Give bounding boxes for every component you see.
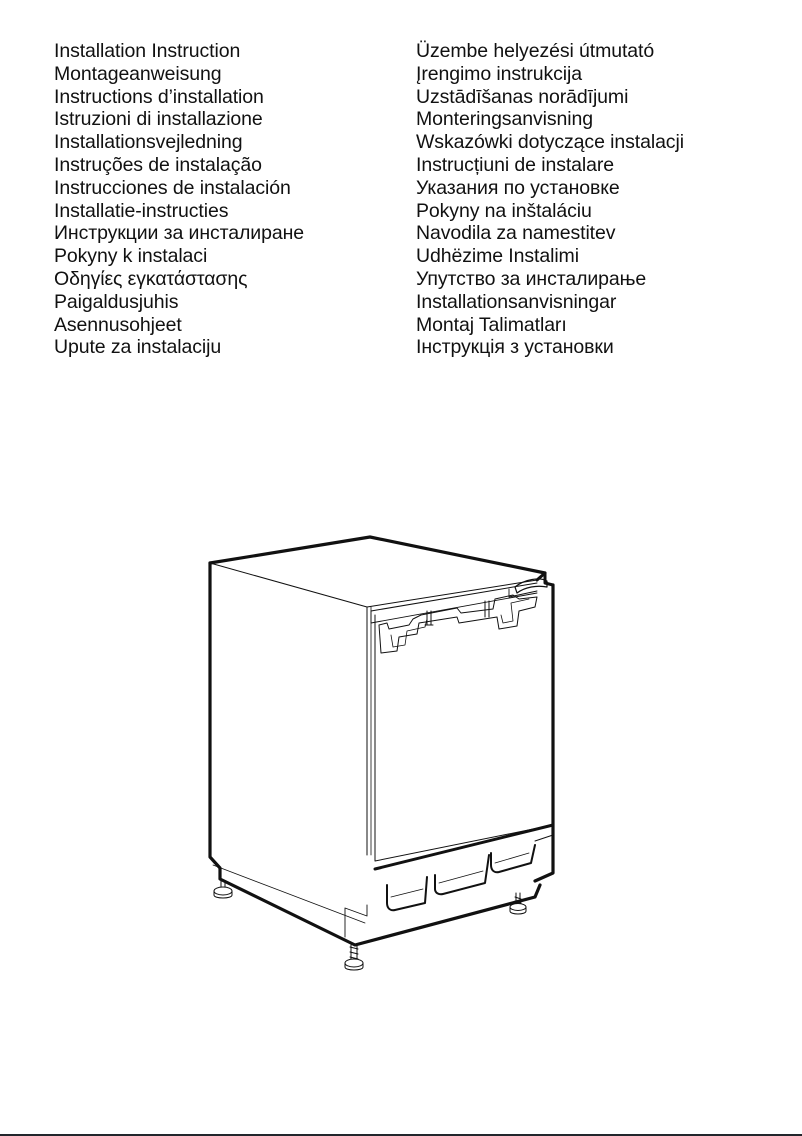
title-lt: Įrengimo instrukcija <box>416 62 582 85</box>
title-it: Istruzioni di installazione <box>54 108 263 131</box>
title-hu: Üzembe helyezési útmutató <box>416 40 655 62</box>
title-fr: Instructions d’installation <box>54 85 264 108</box>
title-tr: Montaj Talimatları <box>416 313 567 336</box>
title-uk: Інструкція з установки <box>416 336 614 359</box>
title-fi: Asennusohjeet <box>54 313 182 336</box>
title-hr: Upute za instalaciju <box>54 336 222 359</box>
title-et: Paigaldusjuhis <box>54 290 179 313</box>
title-sv: Installationsanvisningar <box>416 290 617 313</box>
title-en: Installation Instruction <box>54 40 241 62</box>
title-no: Monteringsanvisning <box>416 108 593 131</box>
title-list-left <box>54 40 304 359</box>
title-da: Installationsvejledning <box>54 131 243 154</box>
title-sq: Udhëzime Instalimi <box>416 245 579 268</box>
title-cs: Pokyny k instalaci <box>54 245 208 268</box>
title-pl: Wskazówki dotyczące instalacji <box>416 131 684 154</box>
title-sk: Pokyny na inštaláciu <box>416 199 592 222</box>
title-es: Instrucciones de instalación <box>54 176 291 199</box>
foot-front <box>345 945 363 970</box>
title-nl: Installatie-instructies <box>54 199 229 222</box>
title-bg: Инструкции за инсталиране <box>54 222 304 245</box>
title-ro: Instrucțiuni de instalare <box>416 153 615 176</box>
title-lv: Uzstādīšanas norādījumi <box>416 85 629 108</box>
title-ru: Указания по установке <box>416 176 620 199</box>
title-de: Montageanweisung <box>54 62 222 85</box>
title-el: Οδηγίες εγκατάστασης <box>54 267 248 290</box>
title-pt: Instruções de instalação <box>54 153 262 176</box>
fridge-illustration-icon <box>195 525 575 975</box>
title-list-right <box>416 40 684 359</box>
title-sr: Упутство за инсталирање <box>416 267 647 290</box>
title-sl: Navodila za namestitev <box>416 222 616 245</box>
